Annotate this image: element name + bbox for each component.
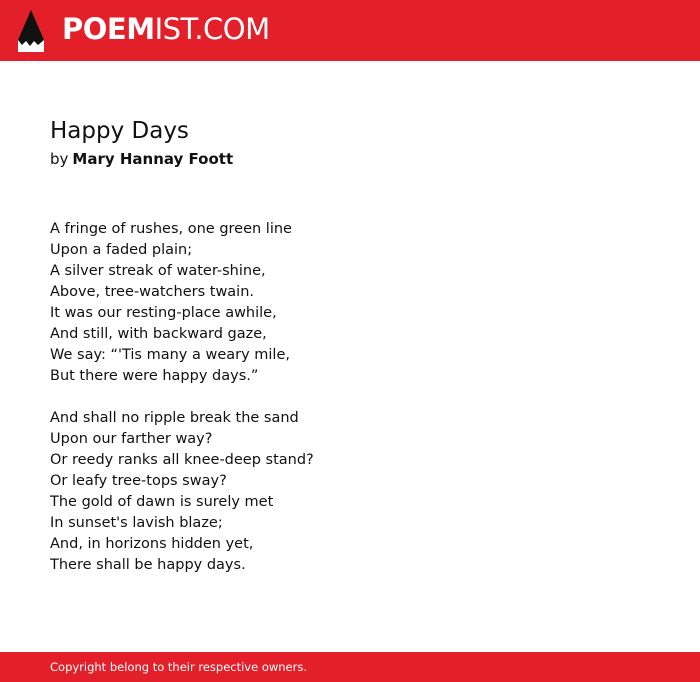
by-label: by <box>50 150 69 168</box>
stanza <box>50 219 650 387</box>
poem-line: Above, tree-watchers twain. <box>50 284 255 300</box>
poem-line: And, in horizons hidden yet, <box>50 536 254 552</box>
poem-line: And still, with backward gaze, <box>50 326 267 342</box>
copyright-text: Copyright belong to their respective owners. <box>50 660 308 674</box>
author-name: Mary Hannay Foott <box>72 150 234 168</box>
logo-light-text: IST.COM <box>154 12 270 46</box>
byline <box>50 148 650 170</box>
poem-line: A silver streak of water-shine, <box>50 263 266 279</box>
pencil-icon[interactable] <box>18 10 44 52</box>
poem-line: There shall be happy days. <box>50 557 246 573</box>
site-footer <box>0 652 700 682</box>
poem-line: Upon a faded plain; <box>50 242 193 258</box>
poem-body <box>50 219 650 576</box>
site-header <box>0 0 700 61</box>
poem-line: And shall no ripple break the sand <box>50 410 299 426</box>
poem-line: Or reedy ranks all knee-deep stand? <box>50 452 314 468</box>
site-logo[interactable] <box>62 11 270 47</box>
poem-line: The gold of dawn is surely met <box>50 494 274 510</box>
poem-line: Or leafy tree-tops sway? <box>50 473 227 489</box>
poem-line: A fringe of rushes, one green line <box>50 221 292 237</box>
stanza <box>50 408 650 576</box>
poem-line: We say: “'Tis many a weary mile, <box>50 347 290 363</box>
poem-line: Upon our farther way? <box>50 431 213 447</box>
poem-title: Happy Days <box>50 118 189 144</box>
poem-line: In sunset's lavish blaze; <box>50 515 223 531</box>
poem-line: It was our resting-place awhile, <box>50 305 277 321</box>
poem-line: But there were happy days.” <box>50 368 259 384</box>
logo-bold-text: POEM <box>62 12 155 46</box>
poem-content <box>50 116 650 597</box>
